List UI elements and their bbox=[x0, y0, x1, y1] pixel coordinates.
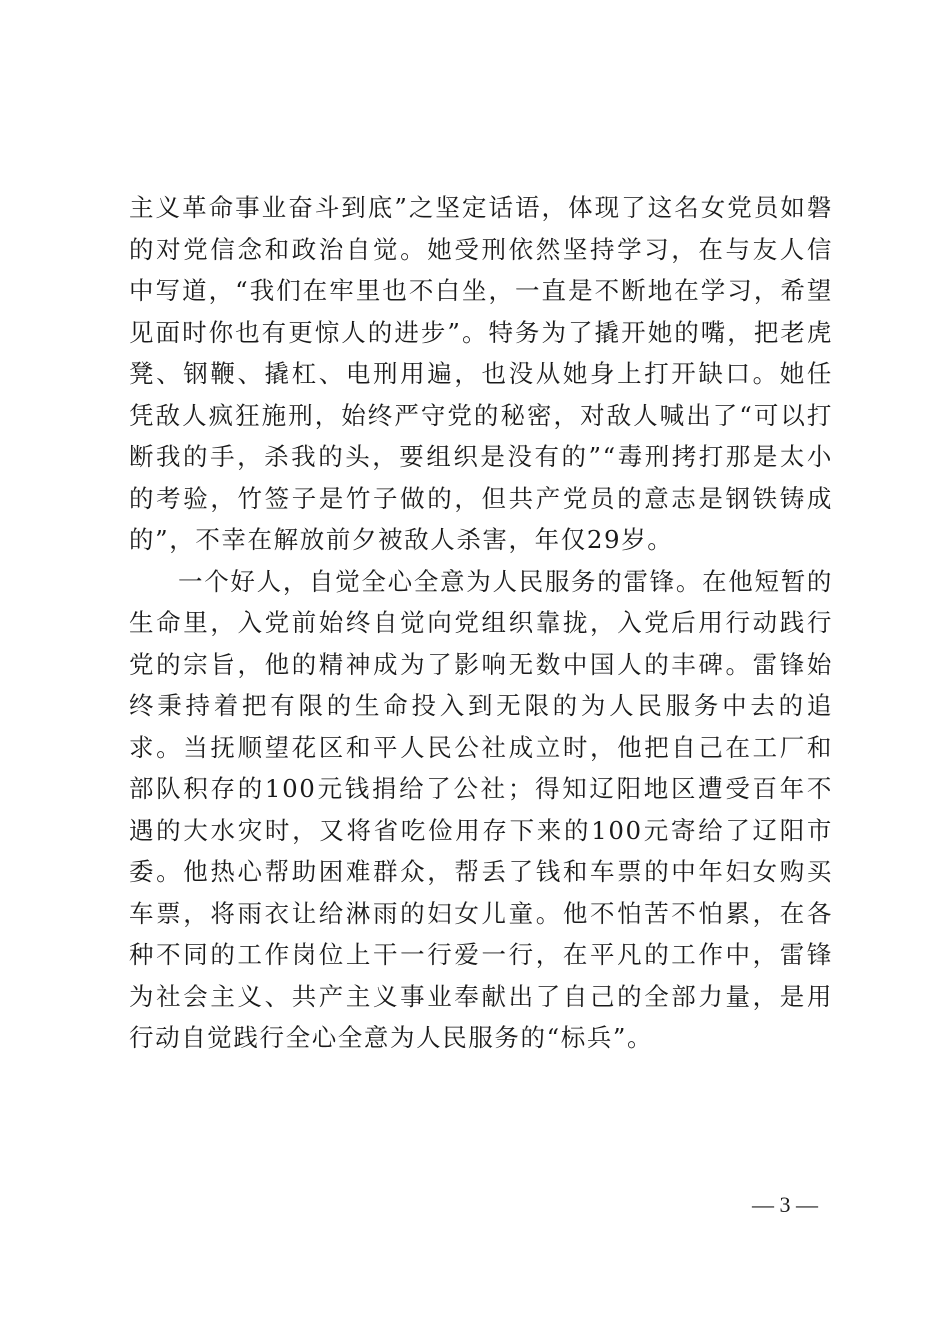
page-number: — 3 — bbox=[752, 1192, 818, 1217]
body-text bbox=[129, 187, 833, 1059]
paragraph-continuation: 主义革命事业奋斗到底”之坚定话语，体现了这名女党员如磐的对党信念和政治自觉。她受刑依然坚持学习，在与友人信中写道，“我们在牢里也不白坐，一直是不断地在学习，希望见面时你也有更惊人的进步”。特务为了撬开她的嘴，把老虎凳、钢鞭、撬杠、电刑用遍，也没从她身上打开缺口。她任凭敌人疯狂施刑，始终严守党的秘密，对敌人喊出了“可以打断我的手，杀我的头，要组织是没有的”“毒刑拷打那是太小的考验，竹签子是竹子做的，但共产党员的意志是钢铁铸成的”，不幸在解放前夕被敌人杀害，年仅29岁。 bbox=[129, 193, 833, 554]
paragraph-lei-feng: 一个好人，自觉全心全意为人民服务的雷锋。在他短暂的生命里，入党前始终自觉向党组织靠拢，入党后用行动践行党的宗旨，他的精神成为了影响无数中国人的丰碑。雷锋始终秉持着把有限的生命投入到无限的为人民服务中去的追求。当抚顺望花区和平人民公社成立时，他把自己在工厂和部队积存的100元钱捐给了公社；得知辽阳地区遭受百年不遇的大水灾时，又将省吃俭用存下来的100元寄给了辽阳市委。他热心帮助困难群众，帮丢了钱和车票的中年妇女购买车票，将雨衣让给淋雨的妇女儿童。他不怕苦不怕累，在各种不同的工作岗位上干一行爱一行，在平凡的工作中，雷锋为社会主义、共产主义事业奉献出了自己的全部力量，是用行动自觉践行全心全意为人民服务的“标兵”。 bbox=[129, 566, 833, 1052]
